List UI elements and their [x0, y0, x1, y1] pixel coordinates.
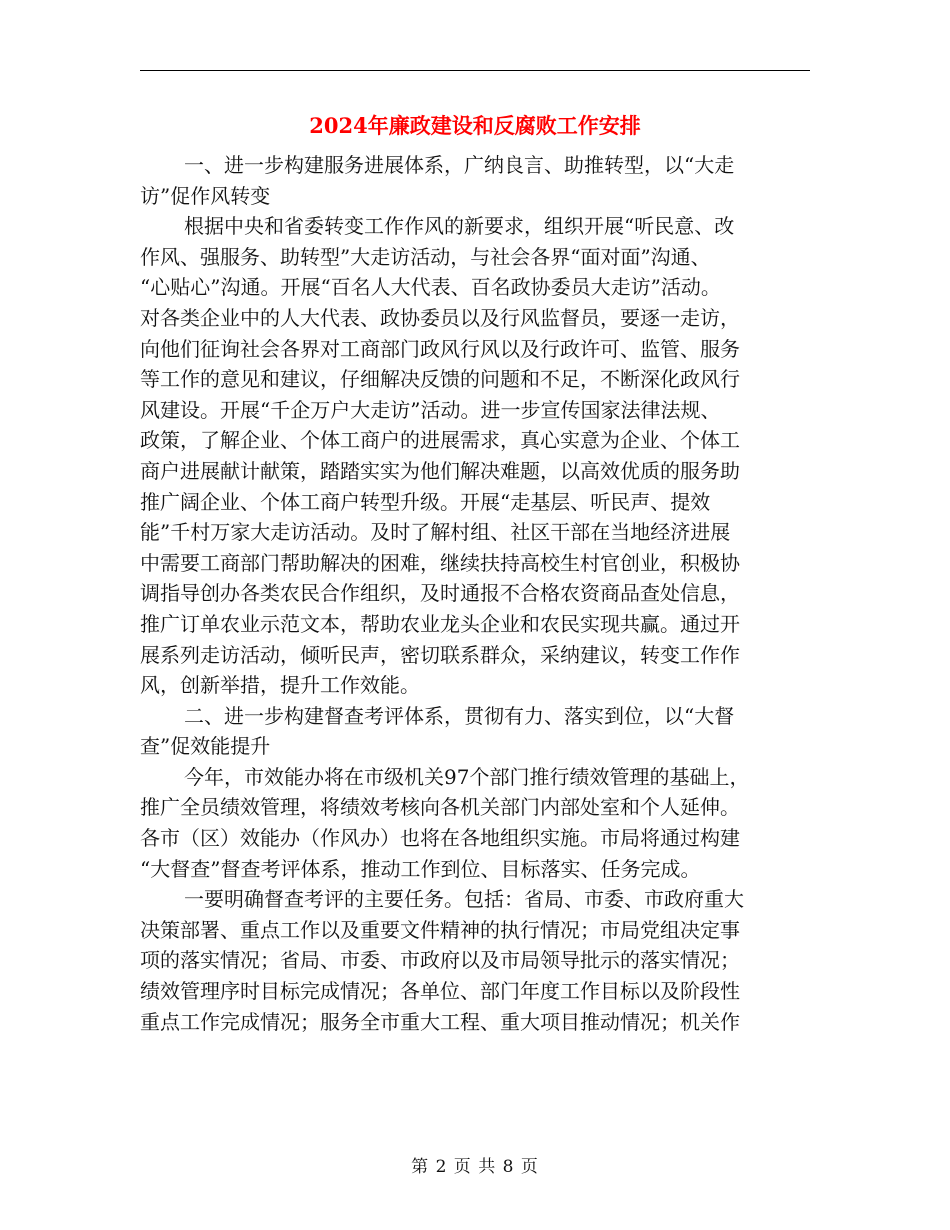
- text-line: 推广全员绩效管理，将绩效考核向各机关部门内部处室和个人延伸。: [140, 795, 740, 820]
- text-line: “大督查”督查考评体系，推动工作到位、目标落实、任务完成。: [140, 856, 701, 881]
- text-line: 访”促作风转变: [140, 183, 271, 208]
- text-line: 绩效管理序时目标完成情况；各单位、部门年度工作目标以及阶段性: [140, 979, 740, 1004]
- text-line: 风建设。开展“千企万户大走访”活动。进一步宣传国家法律法规、: [140, 397, 721, 422]
- text-line: 决策部署、重点工作以及重要文件精神的执行情况；市局党组决定事: [140, 917, 740, 942]
- text-line: 推广订单农业示范文本，帮助农业龙头企业和农民实现共赢。通过开: [140, 611, 740, 636]
- text-line: 推广阔企业、个体工商户转型升级。开展“走基层、听民声、提效: [140, 489, 711, 514]
- text-line: “心贴心”沟通。开展“百名人大代表、百名政协委员大走访”活动。: [140, 275, 721, 300]
- text-line: 一、进一步构建服务进展体系，广纳良言、助推转型，以“大走: [184, 153, 735, 177]
- text-line: 政策，了解企业、个体工商户的进展需求，真心实意为企业、个体工: [140, 428, 740, 453]
- text-line: 二、进一步构建督查考评体系，贯彻有力、落实到位，以“大督: [184, 703, 735, 728]
- text-line: 等工作的意见和建议，仔细解决反馈的问题和不足，不断深化政风行: [140, 367, 740, 392]
- header-rule: [140, 70, 810, 71]
- text-line: 各市（区）效能办（作风办）也将在各地组织实施。市局将通过构建: [140, 826, 740, 851]
- text-line: 今年，市效能办将在市级机关97个部门推行绩效管理的基础上，: [184, 764, 750, 789]
- text-line: 一要明确督查考评的主要任务。包括：省局、市委、市政府重大: [184, 887, 744, 912]
- document-body: [140, 150, 810, 1037]
- document-title: 2024年廉政建设和反腐败工作安排: [309, 113, 641, 138]
- text-line: 商户进展献计献策，踏踏实实为他们解决难题，以高效优质的服务助: [140, 458, 740, 483]
- text-line: 向他们征询社会各界对工商部门政风行风以及行政许可、监管、服务: [140, 336, 740, 361]
- text-line: 能”千村万家大走访活动。及时了解村组、社区干部在当地经济进展: [140, 520, 731, 545]
- text-line: 作风、强服务、助转型”大走访活动，与社会各界“面对面”沟通、: [140, 244, 711, 269]
- text-line: 风，创新举措，提升工作效能。: [140, 673, 420, 698]
- text-line: 查”促效能提升: [140, 734, 271, 759]
- text-line: 调指导创办各类农民合作组织，及时通报不合格农资商品查处信息，: [140, 581, 740, 606]
- text-line: 对各类企业中的人大代表、政协委员以及行风监督员，要逐一走访，: [140, 305, 740, 330]
- text-line: 项的落实情况；省局、市委、市政府以及市局领导批示的落实情况；: [140, 948, 740, 973]
- page-number: 第 2 页 共 8 页: [411, 1157, 539, 1177]
- text-line: 展系列走访活动，倾听民声，密切联系群众，采纳建议，转变工作作: [140, 642, 740, 667]
- text-line: 根据中央和省委转变工作作风的新要求，组织开展“听民意、改: [184, 214, 735, 239]
- text-line: 重点工作完成情况；服务全市重大工程、重大项目推动情况；机关作: [140, 1009, 740, 1034]
- text-line: 中需要工商部门帮助解决的困难，继续扶持高校生村官创业，积极协: [140, 550, 740, 575]
